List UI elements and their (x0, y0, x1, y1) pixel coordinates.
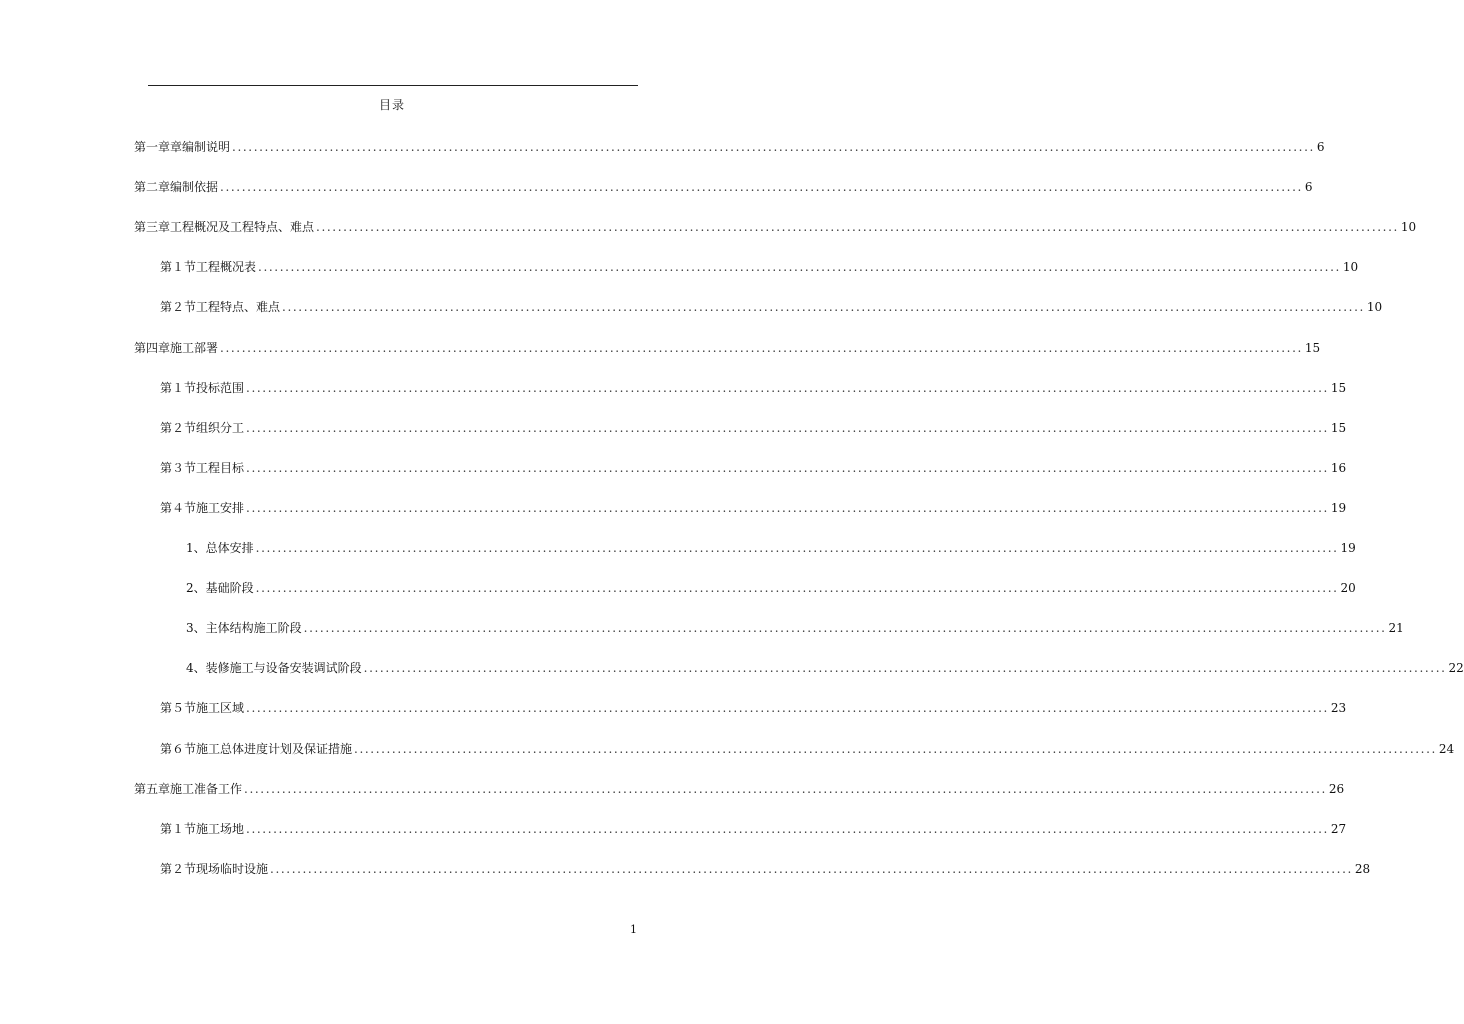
toc-entry-page: 15 (1330, 421, 1347, 435)
toc-leader-dots: ........................................................................................................................................................................................................ (220, 341, 1303, 355)
toc-entry-page: 16 (1330, 461, 1347, 475)
toc-entry-label: 第五章 (134, 782, 171, 796)
toc-entry-page: 19 (1340, 541, 1356, 555)
toc-entry[interactable] (134, 219, 1417, 235)
toc-entry-label: 第一章 (134, 140, 171, 154)
toc-entry[interactable] (134, 139, 1325, 155)
toc-entry-title: 装修施工与设备安装调试阶段 (205, 661, 362, 675)
toc-entry-page: 10 (1366, 300, 1383, 314)
toc-entry[interactable] (160, 700, 1347, 716)
toc-entry-page: 26 (1328, 782, 1345, 796)
toc-entry[interactable] (186, 660, 1464, 676)
toc-entry-page: 22 (1448, 661, 1464, 675)
toc-entry-page: 28 (1354, 862, 1371, 876)
toc-entry[interactable] (134, 340, 1321, 356)
toc-leader-dots: ........................................................................................................................................................................................................ (354, 742, 1437, 756)
toc-entry-label: 第３节 (160, 461, 197, 475)
toc-entry-title: 工程特点、难点 (196, 300, 281, 314)
toc-entry[interactable] (160, 299, 1383, 315)
toc-entry-label: 第６节 (160, 742, 197, 756)
header-rule (148, 85, 638, 86)
toc-entry[interactable] (186, 620, 1404, 636)
toc-entry-title: 总体安排 (205, 541, 254, 555)
toc-leader-dots: ........................................................................................................................................................................................................ (232, 140, 1315, 154)
toc-entry-label: 3、 (186, 621, 206, 635)
toc-entry-label: 第４节 (160, 501, 197, 515)
toc-entry-title: 工程概况表 (196, 260, 257, 274)
toc-entry-page: 24 (1438, 742, 1455, 756)
toc-entry-title: 施工区域 (196, 701, 245, 715)
toc-entry-title: 组织分工 (196, 421, 245, 435)
toc-entry[interactable] (186, 580, 1356, 596)
toc-leader-dots: ........................................................................................................................................................................................................ (303, 621, 1387, 635)
toc-title: 目录 (378, 98, 405, 112)
toc-leader-dots: ........................................................................................................................................................................................................ (244, 782, 1327, 796)
toc-leader-dots: ........................................................................................................................................................................................................ (258, 260, 1341, 274)
toc-entry[interactable] (160, 741, 1455, 757)
toc-entry-title: 工程目标 (196, 461, 245, 475)
toc-entry-title: 基础阶段 (205, 581, 254, 595)
toc-entry-label: 第１节 (160, 381, 197, 395)
toc-leader-dots: ........................................................................................................................................................................................................ (246, 501, 1329, 515)
toc-entry-label: 第２节 (160, 421, 197, 435)
toc-entry[interactable] (160, 420, 1347, 436)
toc-entry-title: 施工部署 (170, 341, 219, 355)
toc-leader-dots: ........................................................................................................................................................................................................ (246, 461, 1329, 475)
page-number: 1 (630, 923, 637, 936)
toc-leader-dots: ........................................................................................................................................................................................................ (270, 862, 1353, 876)
toc-entry-label: 第１节 (160, 260, 197, 274)
toc-entry-title: 工程概况及工程特点、难点 (170, 220, 315, 234)
toc-entry-page: 15 (1330, 381, 1347, 395)
toc-entry-page: 20 (1340, 581, 1356, 595)
toc-entry-title: 编制依据 (170, 180, 219, 194)
toc-entry-page: 10 (1342, 260, 1359, 274)
toc-entry[interactable] (186, 540, 1356, 556)
toc-entry-page: 10 (1400, 220, 1417, 234)
toc-entry[interactable] (160, 861, 1371, 877)
toc-entry[interactable] (134, 781, 1345, 797)
toc-entry[interactable] (160, 821, 1347, 837)
toc-entry-page: 6 (1316, 140, 1325, 154)
toc-entry-title: 施工准备工作 (170, 782, 243, 796)
toc-entry-page: 23 (1330, 701, 1347, 715)
toc-entry-label: 第２节 (160, 300, 197, 314)
toc-entry-label: 第１节 (160, 822, 197, 836)
toc-leader-dots: ........................................................................................................................................................................................................ (363, 661, 1447, 675)
toc-entry-page: 27 (1330, 822, 1347, 836)
toc-leader-dots: ........................................................................................................................................................................................................ (282, 300, 1365, 314)
toc-entry-label: 第２节 (160, 862, 197, 876)
toc-entry-label: 第二章 (134, 180, 171, 194)
toc-entry-title: 主体结构施工阶段 (205, 621, 302, 635)
toc-leader-dots: ........................................................................................................................................................................................................ (255, 541, 1339, 555)
toc-leader-dots: ........................................................................................................................................................................................................ (316, 220, 1399, 234)
toc-entry[interactable] (160, 500, 1347, 516)
toc-entry[interactable] (160, 460, 1347, 476)
toc-entry-page: 21 (1388, 621, 1404, 635)
toc-entry-page: 6 (1304, 180, 1313, 194)
toc-leader-dots: ........................................................................................................................................................................................................ (255, 581, 1339, 595)
toc-entry-page: 19 (1330, 501, 1347, 515)
toc-entry-label: 第四章 (134, 341, 171, 355)
toc-entry-title: 施工场地 (196, 822, 245, 836)
toc-entry[interactable] (134, 179, 1313, 195)
toc-entry-title: 现场临时设施 (196, 862, 269, 876)
toc-leader-dots: ........................................................................................................................................................................................................ (246, 701, 1329, 715)
toc-entry-label: 第三章 (134, 220, 171, 234)
toc-leader-dots: ........................................................................................................................................................................................................ (220, 180, 1303, 194)
toc-entry[interactable] (160, 380, 1347, 396)
toc-entry-label: 2、 (186, 581, 206, 595)
toc-entry-title: 施工安排 (196, 501, 245, 515)
toc-leader-dots: ........................................................................................................................................................................................................ (246, 381, 1329, 395)
toc-entry-title: 施工总体进度计划及保证措施 (196, 742, 353, 756)
toc-entry[interactable] (160, 259, 1359, 275)
toc-leader-dots: ........................................................................................................................................................................................................ (246, 822, 1329, 836)
toc-entry-page: 15 (1304, 341, 1321, 355)
toc-entry-label: 4、 (186, 661, 206, 675)
toc-entry-title: 投标范围 (196, 381, 245, 395)
toc-entry-title: 章编制说明 (170, 140, 231, 154)
toc-leader-dots: ........................................................................................................................................................................................................ (246, 421, 1329, 435)
toc-entry-label: 1、 (186, 541, 206, 555)
toc-entry-label: 第５节 (160, 701, 197, 715)
